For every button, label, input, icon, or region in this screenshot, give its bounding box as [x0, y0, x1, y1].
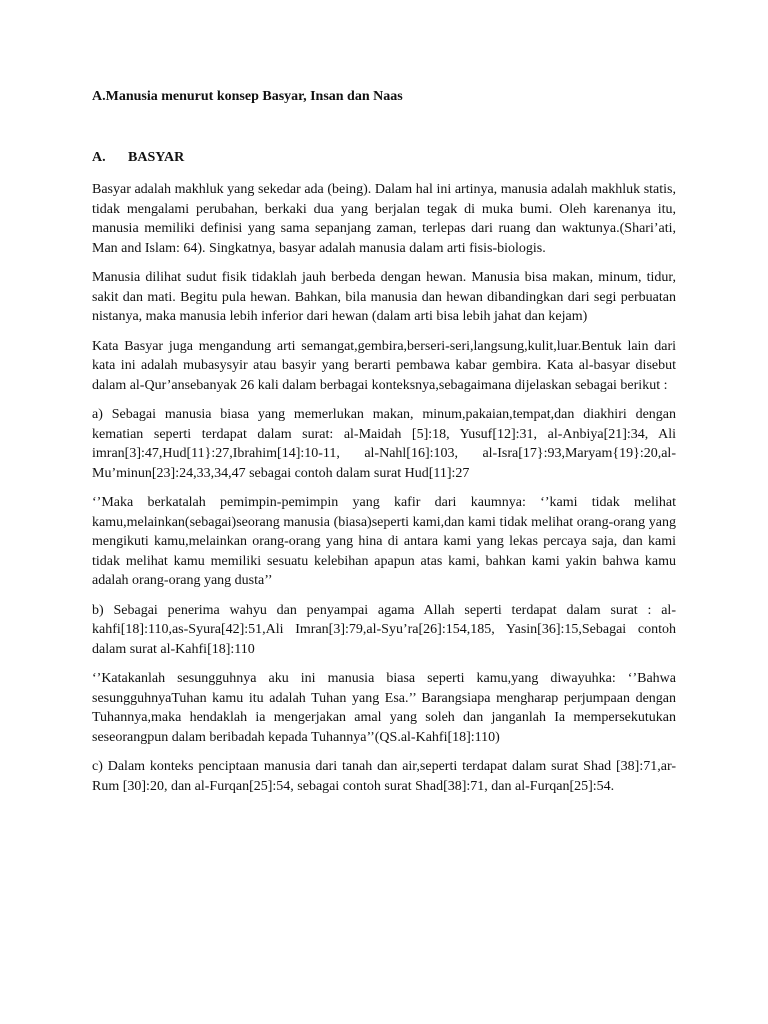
document-body [92, 180, 676, 806]
paragraph-point-a: a) Sebagai manusia biasa yang memerlukan makan, minum,pakaian,tempat,dan diakhiri dengan kematian seperti terdapat dalam surat: al-Maidah [5]:18, Yusuf[12]:31, al-Anbiya[21]:34, Ali imran[3]:47,Hud[11}:27,Ibrahim[14]:10-11, al-Nahl[16]:103, al-Isra[17}:93,Maryam{19}:20,al-Mu’minun[23]:24,33,34,47 sebagai contoh dalam surat Hud[11]:27 [92, 407, 676, 481]
paragraph-point-b: b) Sebagai penerima wahyu dan penyampai agama Allah seperti terdapat dalam surat : al-kahfi[18]:110,as-Syura[42]:51,Ali Imran[3]:79,al-Syu’ra[26]:154,185, Yasin[36]:15,Sebagai contoh dalam surat al-Kahfi[18]:110 [92, 602, 676, 657]
paragraph-point-c: c) Dalam konteks penciptaan manusia dari tanah dan air,seperti terdapat dalam surat Shad [38]:71,ar-Rum [30]:20, dan al-Furqan[25]:54, sebagai contoh surat Shad[38]:71, dan al-Furqan[25]:54. [92, 759, 676, 794]
paragraph-physical-view: Manusia dilihat sudut fisik tidaklah jauh berbeda dengan hewan. Manusia bisa makan, minum, tidur, sakit dan mati. Begitu pula hewan. Bahkan, bila manusia dan hewan dibandingkan dari segi perbuatan nistanya, maka manusia lebih inferior dari hewan (dalam arti bisa lebih jahat dan kejam) [92, 270, 676, 324]
paragraph-quote-hud: ‘’Maka berkatalah pemimpin-pemimpin yang kafir dari kaumnya: ‘’kami tidak melihat kamu,melainkan(sebagai)seorang manusia (biasa)seperti kami,dan kami tidak melihat orang-orang yang mengikuti kamu,melainkan orang-orang yang hina di antara kami yang lekas percaya saja, dan kami tidak melihat kamu memiliki sesuatu kelebihan apapun atas kami, bahkan kami yakin bahwa kamu adalah orang-orang yang dusta’’ [92, 495, 676, 588]
section-number: A. [92, 150, 106, 165]
section-heading [92, 150, 184, 166]
paragraph-word-meaning: Kata Basyar juga mengandung arti semangat,gembira,berseri-seri,langsung,kulit,luar.Bentuk lain dari kata ini adalah mubasysyir atau basyir yang berarti pembawa kabar gembira. Kata al-basyar disebut dalam al-Qur’ansebanyak 26 kali dalam berbagai konteksnya,sebagaimana dijelaskan sebagai berikut : [92, 338, 676, 393]
section-title: BASYAR [128, 150, 185, 165]
paragraph-basyar-definition: Basyar adalah makhluk yang sekedar ada (being). Dalam hal ini artinya, manusia adalah makhluk statis, tidak mengalami perubahan, berkaki dua yang berjalan tegak di muka bumi. Oleh karenanya itu, manusia memiliki definisi yang sama sepanjang zaman, terlepas dari ruang dan waktunya.(Shari’ati, Man and Islam: 64). Singkatnya, basyar adalah manusia dalam arti fisis-biologis. [92, 182, 676, 256]
paragraph-quote-kahfi: ‘’Katakanlah sesungguhnya aku ini manusia biasa seperti kamu,yang diwayuhka: ‘’Bahwa sesungguhnyaTuhan kamu itu adalah Tuhan yang Esa.’’ Barangsiapa mengharap perjumpaan dengan Tuhannya,maka hendaklah ia mengerjakan amal yang soleh dan janganlah Ia mempersekutukan seseorangpun dalam beribadah kepada Tuhannya’’(QS.al-Kahfi[18]:110) [92, 671, 676, 745]
document-title: A.Manusia menurut konsep Basyar, Insan dan Naas [92, 89, 403, 104]
